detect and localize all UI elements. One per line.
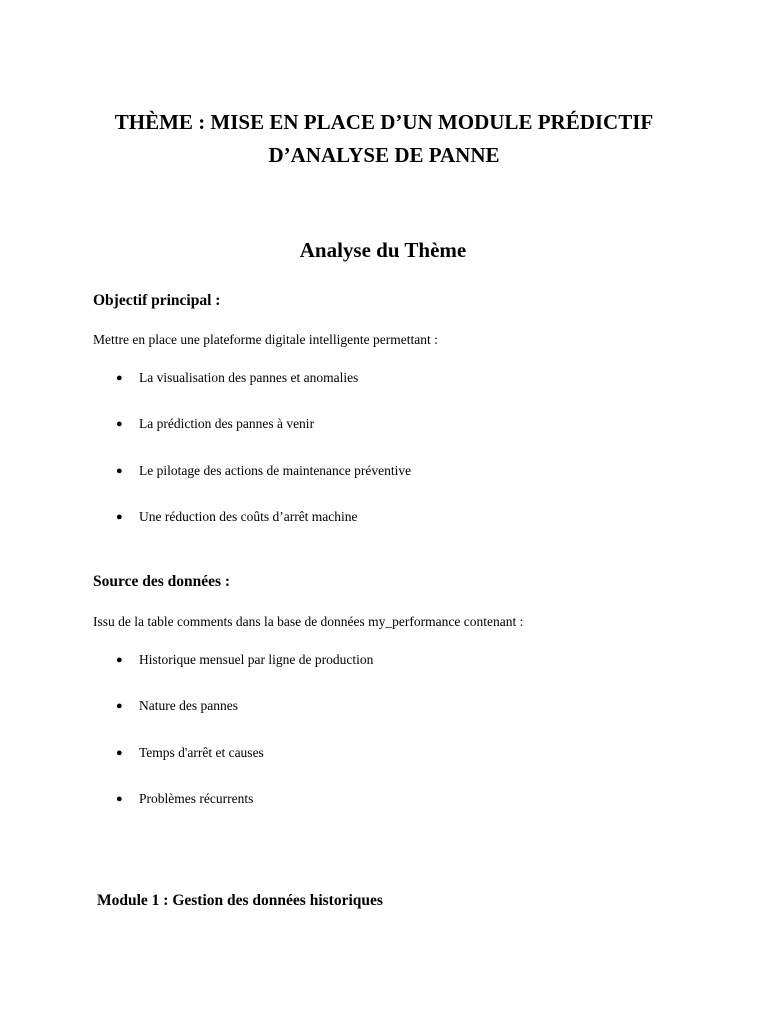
source-intro: Issu de la table comments dans la base de données my_performance contenant : xyxy=(93,614,524,629)
list-item-text: La visualisation des pannes et anomalies xyxy=(139,370,359,385)
section-title: Analyse du Thème xyxy=(299,238,467,262)
list-item-text: La prédiction des pannes à venir xyxy=(139,416,315,432)
bullet-icon: ● xyxy=(116,700,123,713)
list-item xyxy=(0,744,768,790)
document-title xyxy=(0,106,768,172)
source-heading: Source des données : xyxy=(93,573,231,590)
list-item xyxy=(0,651,768,697)
list-item xyxy=(0,508,768,554)
objectif-list xyxy=(0,369,768,554)
bullet-icon: ● xyxy=(116,418,123,431)
list-item-text: Temps d'arrêt et causes xyxy=(139,744,264,760)
bullet-icon: ● xyxy=(116,654,123,666)
list-item xyxy=(0,697,768,743)
bullet-icon: ● xyxy=(116,372,123,384)
objectif-heading: Objectif principal : xyxy=(93,292,221,309)
document-title-line-1: THÈME : MISE EN PLACE D’UN MODULE PRÉDICTIF xyxy=(114,110,654,134)
list-item xyxy=(0,415,768,461)
bullet-icon: ● xyxy=(116,464,123,477)
list-item-text: Historique mensuel par ligne de production xyxy=(139,652,374,667)
list-item xyxy=(0,462,768,508)
document-title-line-2: D’ANALYSE DE PANNE xyxy=(268,143,500,167)
list-item-text: Le pilotage des actions de maintenance préventive xyxy=(139,462,412,478)
module1-heading: Module 1 : Gestion des données historiques xyxy=(97,892,383,909)
list-item xyxy=(0,790,768,836)
list-item xyxy=(0,369,768,415)
bullet-icon: ● xyxy=(116,510,123,523)
bullet-icon: ● xyxy=(116,746,123,759)
list-item-text: Une réduction des coûts d’arrêt machine xyxy=(139,508,358,524)
source-list xyxy=(0,651,768,836)
list-item-text: Problèmes récurrents xyxy=(139,790,254,806)
bullet-icon: ● xyxy=(116,792,123,805)
objectif-intro: Mettre en place une plateforme digitale intelligente permettant : xyxy=(93,332,438,347)
list-item-text: Nature des pannes xyxy=(139,698,238,714)
